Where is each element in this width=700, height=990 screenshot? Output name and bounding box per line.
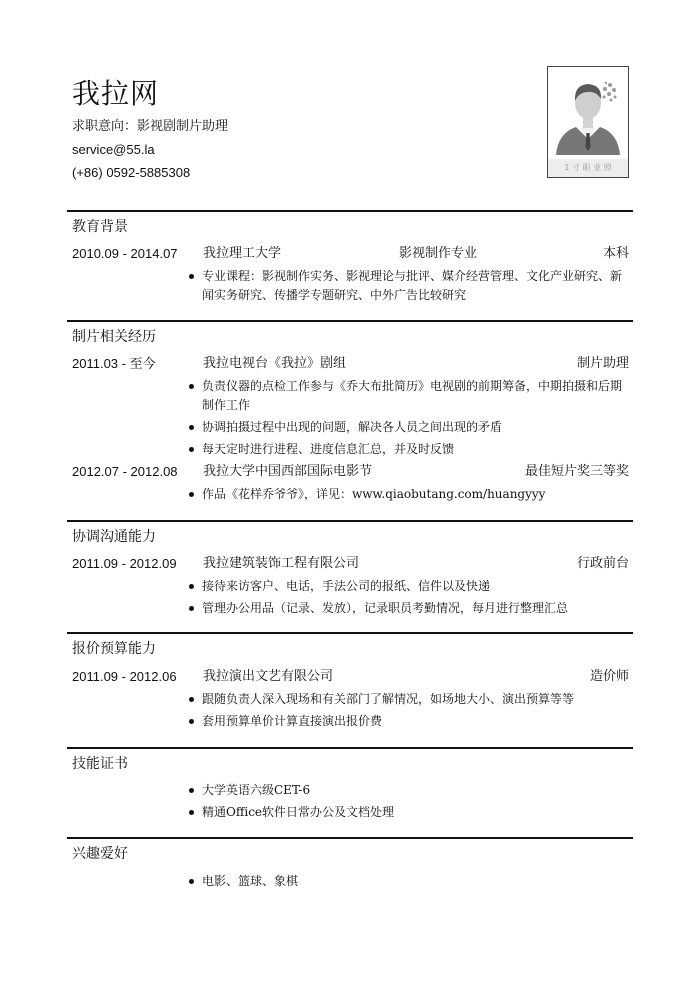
list-item: 专业课程：影视制作实务、影视理论与批评、媒介经营管理、文化产业研究、新闻实务研究、传播学专题研究、中外广告比较研究 (189, 267, 629, 305)
production-entry (72, 354, 633, 374)
section-title-production: 制片相关经历 (72, 329, 156, 345)
budget-bullets (189, 690, 629, 734)
entry-date: 2010.09 - 2014.07 (72, 246, 178, 261)
email-address: service@55.la (72, 142, 155, 157)
entry-major: 影视制作专业 (399, 246, 478, 261)
budget-section (67, 632, 633, 749)
list-item: 精通Office软件日常办公及文档处理 (189, 803, 629, 822)
communication-bullets (189, 577, 629, 621)
list-item: 套用预算单价计算直接演出报价费 (189, 712, 629, 731)
entry-role: 行政前台 (576, 556, 629, 571)
entry-date: 2011.09 - 2012.09 (72, 556, 177, 571)
education-entry (72, 244, 633, 264)
production-entry (72, 462, 633, 482)
production-bullets (189, 485, 629, 507)
list-item: 管理办公用品（记录、发放），记录职员考勤情况，每月进行整理汇总 (189, 599, 629, 618)
list-item: 作品《花样乔爷爷》，详见：www.qiaobutang.com/huangyyy (189, 485, 629, 504)
entry-organization: 我拉电视台《我拉》剧组 (203, 356, 347, 371)
list-item: 协调拍摄过程中出现的问题，解决各人员之间出现的矛盾 (189, 418, 629, 437)
entry-organization: 我拉理工大学 (203, 246, 282, 261)
skills-section (67, 747, 633, 839)
list-item: 大学英语六级CET-6 (189, 781, 629, 800)
list-item: 负责仪器的点检工作参与《乔大布批简历》电视剧的前期筹备，中期拍摄和后期制作工作 (189, 377, 629, 415)
communication-section (67, 520, 633, 634)
hobbies-section (67, 837, 633, 909)
entry-date: 2011.09 - 2012.06 (72, 669, 177, 684)
communication-entry (72, 554, 633, 574)
skills-bullets (189, 781, 629, 825)
profile-photo (547, 66, 629, 178)
entry-role: 制片助理 (576, 356, 629, 371)
entry-date: 2011.03 - 至今 (72, 356, 156, 371)
entry-role: 造价师 (589, 669, 629, 684)
education-section (67, 210, 633, 322)
entry-date: 2012.07 - 2012.08 (72, 464, 178, 479)
job-objective: 求职意向：影视剧制片助理 (72, 119, 229, 134)
list-item: 每天定时进行进程、进度信息汇总，并及时反馈 (189, 440, 629, 459)
budget-entry (72, 667, 633, 687)
list-item: 跟随负责人深入现场和有关部门了解情况，如场地大小、演出预算等等 (189, 690, 629, 709)
entry-organization: 我拉建筑装饰工程有限公司 (203, 556, 360, 571)
education-bullets (189, 267, 629, 308)
production-bullets (189, 377, 629, 462)
section-title-budget: 报价预算能力 (72, 641, 156, 657)
section-title-communication: 协调沟通能力 (72, 529, 156, 545)
photo-caption: 1 寸 职 业 照 (564, 163, 612, 172)
section-title-skills: 技能证书 (72, 756, 128, 772)
person-placeholder-icon (548, 67, 628, 177)
production-section (67, 320, 633, 522)
section-title-education: 教育背景 (72, 219, 128, 235)
list-item: 接待来访客户、电话，手法公司的报纸、信件以及快递 (189, 577, 629, 596)
candidate-name: 我拉网 (72, 77, 160, 110)
entry-organization: 我拉大学中国西部国际电影节 (203, 464, 373, 479)
entry-organization: 我拉演出文艺有限公司 (203, 669, 334, 684)
list-item: 电影、篮球、象棋 (189, 872, 629, 891)
entry-degree: 本科 (602, 246, 629, 261)
section-title-hobbies: 兴趣爱好 (72, 846, 128, 862)
phone-number: (+86) 0592-5885308 (72, 165, 191, 180)
entry-award: 最佳短片奖三等奖 (524, 464, 629, 479)
hobbies-bullets (189, 872, 629, 894)
